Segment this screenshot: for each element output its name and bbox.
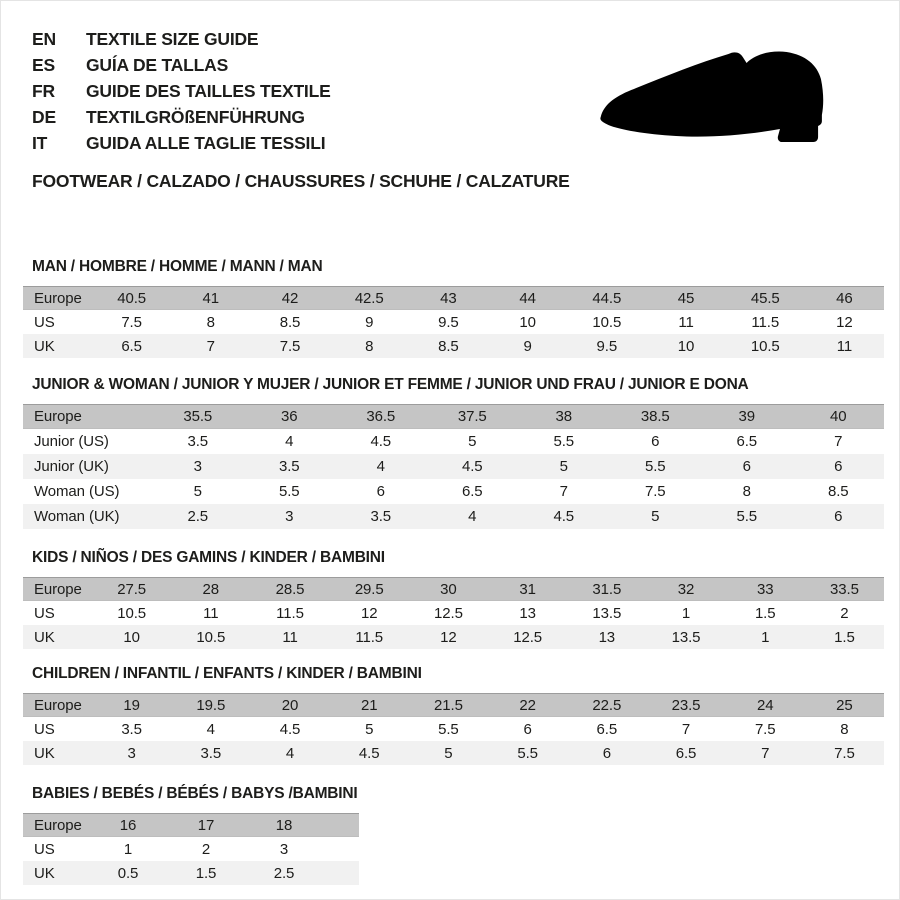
- language-list: [32, 26, 331, 156]
- size-cell: 5: [559, 458, 568, 475]
- language-code: IT: [32, 132, 48, 153]
- size-cell: 9.5: [596, 337, 618, 355]
- size-cell: 21.5: [434, 696, 463, 714]
- size-table-junior-woman: [23, 404, 884, 529]
- size-cell: 5: [365, 720, 374, 738]
- row-label: UK: [34, 864, 55, 882]
- size-cell: 33.5: [830, 580, 859, 598]
- size-table-kids: [23, 577, 884, 649]
- section-babies: [23, 786, 359, 885]
- table-header-row: [23, 404, 884, 429]
- language-row-en: [32, 26, 331, 52]
- size-cell: 23.5: [671, 696, 701, 714]
- size-cell: 6.5: [675, 744, 697, 762]
- size-cell: 2.5: [187, 508, 209, 525]
- table-header-row: [23, 286, 884, 310]
- size-cell: 3: [127, 744, 136, 762]
- size-cell: 45.5: [750, 289, 780, 307]
- size-cell: 1: [761, 628, 770, 646]
- size-cell: 38.5: [640, 408, 670, 425]
- size-cell: 35.5: [183, 408, 213, 425]
- size-cell: 2: [201, 840, 211, 858]
- language-code: ES: [32, 54, 55, 75]
- size-cell: 6: [602, 744, 611, 762]
- row-label: Woman (UK): [34, 508, 120, 525]
- row-label: Europe: [34, 289, 82, 307]
- size-cell: 3.5: [121, 720, 142, 738]
- table-row: [23, 479, 884, 504]
- size-cell: 10: [123, 628, 140, 646]
- size-cell: 31.5: [592, 580, 622, 598]
- size-cell: 7.5: [279, 337, 301, 355]
- size-cell: 11: [836, 337, 853, 355]
- size-cell: 5: [651, 508, 660, 525]
- size-cell: 1.5: [754, 604, 776, 622]
- size-cell: 10.5: [592, 313, 622, 331]
- size-cell: 7: [834, 433, 843, 450]
- size-cell: 4: [206, 720, 215, 738]
- row-label: UK: [34, 744, 55, 762]
- size-cell: 8.5: [438, 337, 459, 355]
- size-cell: 1.5: [195, 864, 217, 882]
- size-cell: 3.5: [200, 744, 222, 762]
- size-cell: 8: [742, 483, 751, 500]
- table-title-kids: KIDS / NIÑOS / DES GAMINS / KINDER / BAMBINI: [32, 549, 385, 566]
- table-row: [23, 741, 884, 765]
- size-cell: 7.5: [121, 313, 142, 331]
- size-cell: 1: [681, 604, 691, 622]
- size-cell: 19: [123, 696, 140, 714]
- size-cell: 11: [678, 313, 694, 331]
- language-title: GUIDA ALLE TAGLIE TESSILI: [86, 132, 326, 153]
- size-cell: 40.5: [117, 289, 146, 307]
- size-cell: 4.5: [553, 508, 575, 525]
- size-cell: 46: [836, 289, 853, 307]
- size-cell: 7.5: [834, 744, 855, 762]
- size-cell: 6.5: [596, 720, 618, 738]
- size-cell: 1: [123, 840, 133, 858]
- size-cell: 36: [281, 408, 298, 425]
- row-label: US: [34, 604, 55, 622]
- section-man: [23, 259, 884, 358]
- language-code: EN: [32, 28, 56, 49]
- table-title-children: CHILDREN / INFANTIL / ENFANTS / KINDER / BAMBINI: [32, 665, 422, 682]
- size-cell: 42: [281, 289, 299, 307]
- size-cell: 12: [360, 604, 378, 622]
- size-cell: 13.5: [671, 628, 701, 646]
- row-label: Junior (UK): [34, 458, 109, 475]
- size-cell: 29.5: [354, 580, 384, 598]
- row-label: UK: [34, 337, 55, 355]
- size-cell: 11: [203, 604, 219, 622]
- table-row: [23, 861, 359, 885]
- size-cell: 44: [519, 289, 536, 307]
- size-cell: 5.5: [553, 433, 575, 450]
- size-cell: 42.5: [354, 289, 384, 307]
- table-header-row: [23, 813, 359, 837]
- size-cell: 5.5: [736, 508, 758, 525]
- size-cell: 27.5: [117, 580, 146, 598]
- size-cell: 8.5: [827, 483, 849, 500]
- section-junior-woman: [23, 377, 884, 529]
- size-cell: 13: [598, 628, 616, 646]
- size-cell: 40: [830, 408, 847, 425]
- size-cell: 9: [523, 337, 532, 355]
- size-cell: 4: [285, 744, 295, 762]
- size-cell: 3.5: [187, 433, 209, 450]
- size-cell: 2.5: [273, 864, 295, 882]
- size-cell: 12.5: [434, 604, 463, 622]
- size-cell: 13.5: [592, 604, 622, 622]
- size-cell: 18: [275, 816, 293, 834]
- size-cell: 10.5: [117, 604, 146, 622]
- size-cell: 19.5: [196, 696, 226, 714]
- language-row-it: [32, 130, 331, 156]
- size-cell: 6.5: [461, 483, 483, 500]
- table-header-row: [23, 577, 884, 601]
- table-title-man: MAN / HOMBRE / HOMME / MANN / MAN: [32, 258, 323, 275]
- row-label: Europe: [34, 580, 82, 598]
- language-code: DE: [32, 106, 56, 127]
- size-cell: 10: [677, 337, 695, 355]
- language-row-fr: [32, 78, 331, 104]
- size-cell: 9: [365, 313, 374, 331]
- size-cell: 10.5: [196, 628, 226, 646]
- table-header-row: [23, 693, 884, 717]
- row-label: US: [34, 840, 55, 858]
- size-cell: 16: [119, 816, 137, 834]
- row-label: Europe: [34, 696, 82, 714]
- size-cell: 6: [834, 508, 843, 525]
- language-title: TEXTILGRÖßENFÜHRUNG: [86, 106, 305, 127]
- size-cell: 5.5: [438, 720, 459, 738]
- size-cell: 22.5: [592, 696, 622, 714]
- table-row: [23, 334, 884, 358]
- size-cell: 6: [376, 483, 385, 500]
- language-title: TEXTILE SIZE GUIDE: [86, 28, 259, 49]
- size-cell: 39: [738, 408, 755, 425]
- category-title: FOOTWEAR / CALZADO / CHAUSSURES / SCHUHE / CALZATURE: [32, 171, 570, 191]
- size-cell: 2: [840, 604, 849, 622]
- language-title: GUIDE DES TAILLES TEXTILE: [86, 80, 331, 101]
- size-cell: 7.5: [754, 720, 776, 738]
- language-title: GUÍA DE TALLAS: [86, 54, 229, 75]
- size-cell: 8: [206, 313, 215, 331]
- row-label: US: [34, 720, 55, 738]
- size-cell: 12: [836, 313, 853, 331]
- size-cell: 5: [193, 483, 202, 500]
- size-cell: 8.5: [279, 313, 301, 331]
- table-row: [23, 837, 359, 861]
- size-table-babies: [23, 813, 359, 885]
- size-cell: 21: [360, 696, 378, 714]
- size-cell: 7.5: [644, 483, 666, 500]
- size-cell: 36.5: [366, 408, 396, 425]
- size-cell: 5.5: [278, 483, 300, 500]
- size-cell: 4: [285, 433, 294, 450]
- size-cell: 7: [681, 720, 691, 738]
- size-cell: 24: [756, 696, 774, 714]
- size-cell: 3: [279, 840, 289, 858]
- section-kids: [23, 550, 884, 649]
- size-cell: 4.5: [370, 433, 392, 450]
- size-cell: 11.5: [751, 313, 780, 331]
- size-cell: 11: [282, 628, 298, 646]
- row-label: US: [34, 313, 55, 331]
- size-cell: 5: [468, 433, 477, 450]
- size-cell: 12: [440, 628, 457, 646]
- size-table-man: [23, 286, 884, 358]
- size-cell: 0.5: [117, 864, 139, 882]
- size-cell: 7: [206, 337, 215, 355]
- size-cell: 30: [440, 580, 457, 598]
- size-cell: 3: [285, 508, 294, 525]
- size-cell: 3.5: [278, 458, 300, 475]
- size-cell: 22: [519, 696, 536, 714]
- row-label: Junior (US): [34, 433, 109, 450]
- table-row: [23, 310, 884, 334]
- size-cell: 6.5: [736, 433, 758, 450]
- size-cell: 8: [840, 720, 849, 738]
- table-row: [23, 429, 884, 454]
- size-cell: 41: [202, 289, 220, 307]
- size-cell: 6.5: [121, 337, 142, 355]
- table-row: [23, 454, 884, 479]
- size-cell: 4.5: [461, 458, 483, 475]
- size-cell: 5.5: [517, 744, 538, 762]
- size-cell: 6: [834, 458, 843, 475]
- size-cell: 5.5: [644, 458, 666, 475]
- language-row-de: [32, 104, 331, 130]
- size-table-children: [23, 693, 884, 765]
- size-cell: 5: [444, 744, 453, 762]
- size-cell: 7: [761, 744, 770, 762]
- language-code: FR: [32, 80, 55, 101]
- size-cell: 4: [468, 508, 477, 525]
- size-cell: 10.5: [750, 337, 780, 355]
- size-cell: 38: [555, 408, 572, 425]
- size-cell: 1.5: [834, 628, 855, 646]
- size-cell: 6: [651, 433, 660, 450]
- size-cell: 32: [677, 580, 695, 598]
- size-cell: 43: [440, 289, 457, 307]
- table-row: [23, 504, 884, 529]
- row-label: Europe: [34, 816, 82, 834]
- size-cell: 31: [519, 580, 536, 598]
- size-cell: 3: [193, 458, 202, 475]
- size-cell: 28.5: [275, 580, 305, 598]
- table-title-junior-woman: JUNIOR & WOMAN / JUNIOR Y MUJER / JUNIOR ET FEMME / JUNIOR UND FRAU / JUNIOR E DONA: [32, 376, 749, 393]
- size-cell: 7: [559, 483, 568, 500]
- size-cell: 25: [836, 696, 853, 714]
- size-cell: 20: [281, 696, 299, 714]
- table-row: [23, 717, 884, 741]
- size-cell: 37.5: [457, 408, 487, 425]
- size-cell: 4: [376, 458, 385, 475]
- dress-shoe-icon: [595, 45, 881, 145]
- size-cell: 11.5: [355, 628, 384, 646]
- table-title-babies: BABIES / BEBÉS / BÉBÉS / BABYS /BAMBINI: [32, 785, 358, 802]
- table-row: [23, 601, 884, 625]
- language-row-es: [32, 52, 331, 78]
- size-cell: 13: [519, 604, 536, 622]
- size-cell: 45: [677, 289, 695, 307]
- row-label: Woman (US): [34, 483, 120, 500]
- size-cell: 9.5: [438, 313, 459, 331]
- size-cell: 17: [197, 816, 215, 834]
- size-cell: 11.5: [276, 604, 304, 622]
- table-row: [23, 625, 884, 649]
- size-cell: 4.5: [358, 744, 380, 762]
- row-label: UK: [34, 628, 55, 646]
- size-cell: 10: [519, 313, 536, 331]
- size-cell: 44.5: [592, 289, 622, 307]
- row-label: Europe: [34, 408, 82, 425]
- section-children: [23, 666, 884, 765]
- size-cell: 6: [523, 720, 532, 738]
- size-cell: 8: [365, 337, 374, 355]
- size-cell: 33: [756, 580, 774, 598]
- size-cell: 3.5: [370, 508, 392, 525]
- size-cell: 6: [742, 458, 751, 475]
- size-cell: 12.5: [513, 628, 543, 646]
- size-cell: 4.5: [279, 720, 301, 738]
- size-cell: 28: [202, 580, 220, 598]
